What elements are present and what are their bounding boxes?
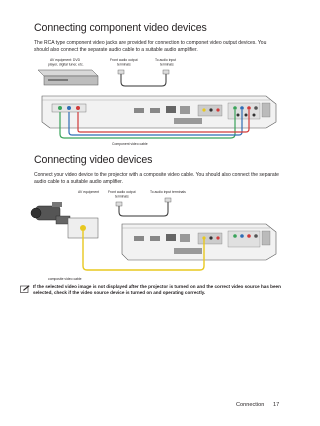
video-diagram-svg (30, 188, 280, 282)
footer-page-number: 17 (273, 402, 280, 408)
audio-input-label-1: To audio input (155, 58, 177, 62)
front-audio-label-2: terminals (117, 62, 131, 67)
projector-rear-panel-video (122, 224, 276, 260)
section-heading-video: Connecting video devices (34, 154, 153, 166)
av-equipment-label-1: AV equipment: DVD (50, 58, 81, 62)
component-cable-label: Component video cable (112, 142, 148, 146)
section-heading-component: Connecting component video devices (34, 22, 207, 34)
component-diagram-svg (30, 56, 280, 146)
front-audio-label-1: Front audio output (110, 58, 138, 62)
footer-section-name: Connection (236, 402, 265, 408)
section-body-component: The RCA type component video jacks are provided for connection to componet video output devices. You should also connect the separate audio cable to a suitable audio amplifier. (34, 40, 267, 53)
video-connection-diagram (30, 188, 280, 287)
component-connection-diagram (30, 56, 280, 151)
audio-cable-front (118, 70, 169, 86)
note-pencil-icon (20, 285, 30, 293)
note-text: If the selected video image is not displayed after the projector is turned on and the correct video source has been selected, check if the video source device is turned on and operating correctly. (33, 284, 281, 296)
dvd-player-device (38, 70, 98, 85)
front-audio-label-2: terminals (115, 194, 129, 199)
composite-cable-label: composite video cable (48, 277, 82, 281)
front-audio-label-1: Front audio output (108, 190, 136, 194)
section-body-video: Connect your video device to the projector with a composite video cable. You should also connect the separate audio cable to a suitable audio amplifier. (34, 172, 279, 185)
av-equipment-label-2: player, digital tuner, etc. (48, 62, 84, 67)
audio-input-label-2: terminals (160, 62, 174, 67)
audio-input-label: To audio input terminals (150, 190, 186, 194)
audio-cable-front-video (116, 198, 171, 216)
projector-rear-panel (42, 96, 276, 128)
camcorder-device (31, 202, 70, 224)
av-equipment-label: AV equipment (78, 190, 100, 194)
